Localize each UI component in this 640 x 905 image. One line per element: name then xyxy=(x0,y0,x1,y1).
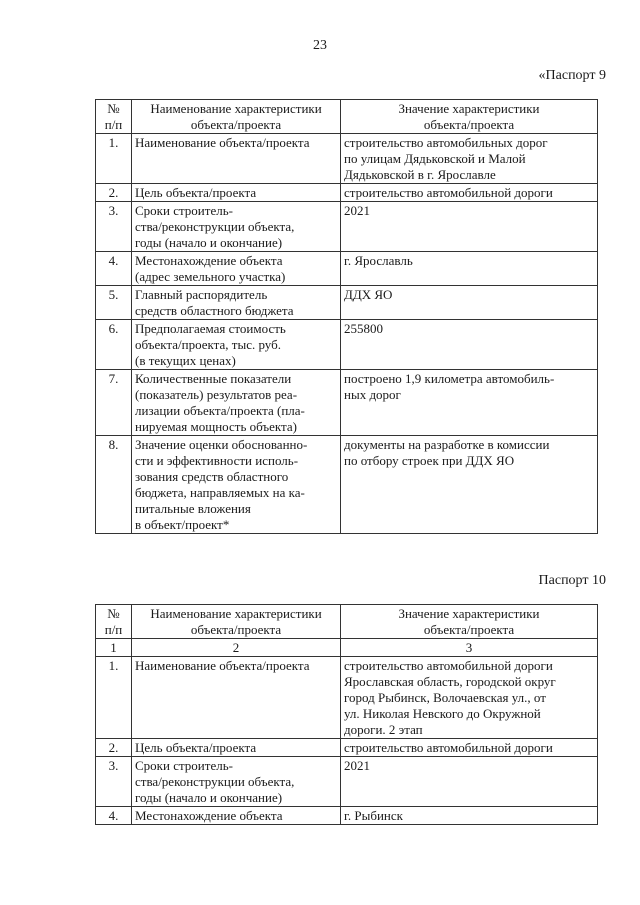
row-value: строительство автомобильной дороги xyxy=(341,184,598,202)
row-value: документы на разработке в комиссии по отбору строек при ДДХ ЯО xyxy=(341,436,598,534)
row-num: 4. xyxy=(96,252,132,286)
row-name: Наименование объекта/проекта xyxy=(132,134,341,184)
row-value: 255800 xyxy=(341,320,598,370)
row-name: Сроки строитель- ства/реконструкции объекта, годы (начало и окончание) xyxy=(132,757,341,807)
row-num: 2. xyxy=(96,739,132,757)
row-name: Главный распорядитель средств областного бюджета xyxy=(132,286,341,320)
table-row xyxy=(96,807,598,825)
row-value: 2021 xyxy=(341,202,598,252)
header-num: № п/п xyxy=(96,605,132,639)
table-row xyxy=(96,134,598,184)
column-number: 1 xyxy=(96,639,132,657)
column-number-row xyxy=(96,639,598,657)
row-num: 7. xyxy=(96,370,132,436)
row-name: Цель объекта/проекта xyxy=(132,184,341,202)
row-value: г. Ярославль xyxy=(341,252,598,286)
page-number: 23 xyxy=(313,38,327,53)
column-number: 2 xyxy=(132,639,341,657)
row-name: Сроки строитель- ства/реконструкции объекта, годы (начало и окончание) xyxy=(132,202,341,252)
passport-9-title: «Паспорт 9 xyxy=(538,68,606,83)
table-row xyxy=(96,202,598,252)
header-value: Значение характеристики объекта/проекта xyxy=(341,100,598,134)
row-name: Цель объекта/проекта xyxy=(132,739,341,757)
table-row xyxy=(96,757,598,807)
header-value: Значение характеристики объекта/проекта xyxy=(341,605,598,639)
header-name: Наименование характеристики объекта/проекта xyxy=(132,605,341,639)
row-num: 3. xyxy=(96,757,132,807)
passport-10-title: Паспорт 10 xyxy=(538,573,606,588)
header-num: № п/п xyxy=(96,100,132,134)
table-row xyxy=(96,657,598,739)
column-number: 3 xyxy=(341,639,598,657)
table-row xyxy=(96,370,598,436)
table-row xyxy=(96,320,598,370)
table-row xyxy=(96,184,598,202)
table-row xyxy=(96,286,598,320)
row-num: 6. xyxy=(96,320,132,370)
table-row xyxy=(96,436,598,534)
row-name: Местонахождение объекта xyxy=(132,807,341,825)
table-header-row xyxy=(96,100,598,134)
row-name: Значение оценки обоснованно- сти и эффективности исполь- зования средств областного бюджета, направляемых на ка- питальные вложения в объект/проект* xyxy=(132,436,341,534)
row-num: 1. xyxy=(96,134,132,184)
row-num: 5. xyxy=(96,286,132,320)
row-value: г. Рыбинск xyxy=(341,807,598,825)
header-name: Наименование характеристики объекта/проекта xyxy=(132,100,341,134)
row-num: 4. xyxy=(96,807,132,825)
row-name: Местонахождение объекта (адрес земельного участка) xyxy=(132,252,341,286)
row-value: строительство автомобильной дороги Ярославская область, городской округ город Рыбинск, Волочаевская ул., от ул. Николая Невского до Окружной дороги. 2 этап xyxy=(341,657,598,739)
row-name: Количественные показатели (показатель) результатов реа- лизации объекта/проекта (пла- нируемая мощность объекта) xyxy=(132,370,341,436)
row-num: 8. xyxy=(96,436,132,534)
row-num: 1. xyxy=(96,657,132,739)
row-value: построено 1,9 километра автомобиль- ных дорог xyxy=(341,370,598,436)
table-header-row xyxy=(96,605,598,639)
passport-10-table xyxy=(95,604,598,825)
passport-9-table xyxy=(95,99,598,534)
row-value: строительство автомобильной дороги xyxy=(341,739,598,757)
row-name: Наименование объекта/проекта xyxy=(132,657,341,739)
row-value: строительство автомобильных дорог по улицам Дядьковской и Малой Дядьковской в г. Ярославле xyxy=(341,134,598,184)
row-num: 3. xyxy=(96,202,132,252)
row-num: 2. xyxy=(96,184,132,202)
row-value: 2021 xyxy=(341,757,598,807)
row-name: Предполагаемая стоимость объекта/проекта, тыс. руб. (в текущих ценах) xyxy=(132,320,341,370)
table-row xyxy=(96,739,598,757)
table-row xyxy=(96,252,598,286)
row-value: ДДХ ЯО xyxy=(341,286,598,320)
